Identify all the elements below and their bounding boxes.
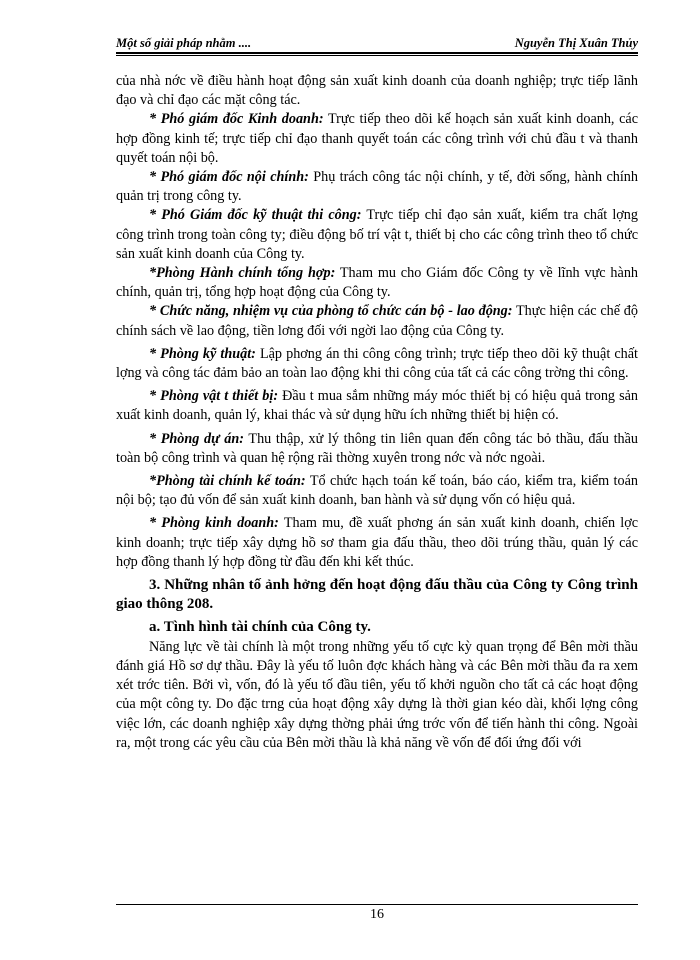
paragraph-business-dept <box>116 514 638 572</box>
item-text: Phụ trách công tác nội chính, y tế, đời sống, hành chính quản trị trong công ty. <box>116 169 638 205</box>
item-label: * Phó giám đốc nội chính: <box>149 169 309 186</box>
subsection-heading-a: a. Tình hình tài chính của Công ty. <box>149 619 371 636</box>
header-title: Một số giải pháp nhằm .... <box>116 36 252 50</box>
paragraph-deputy-technical <box>116 206 638 264</box>
item-text: Tham mu, đề xuất phơng án sản xuất kinh doanh, chiến lợc kinh doanh; trực tiếp xây dựng hồ sơ tham gia đấu thầu, theo dõi trúng thầu, quản lý các hợp đồng thanh lý hợp đồng từ đầu đến khi kết thúc. <box>116 515 638 570</box>
document-body <box>116 72 638 753</box>
item-label: * Phòng kinh doanh: <box>149 515 279 532</box>
item-text: Lập phơng án thi công công trình; trực tiếp theo dõi kỹ thuật chất lợng và công tác đảm bảo an toàn lao động khi thi công của tất cả các công trờng thi công. <box>116 345 638 382</box>
item-label: * Phòng vật t thiết bị: <box>149 388 279 405</box>
paragraph-personnel-dept <box>116 302 638 340</box>
paragraph-deputy-business <box>116 110 638 168</box>
item-label: * Phó giám đốc Kinh doanh: <box>149 111 324 128</box>
item-label: * Chức năng, nhiệm vụ của phòng tổ chức cán bộ - lao động: <box>149 303 513 320</box>
item-label: *Phòng Hành chính tổng hợp: <box>149 265 336 282</box>
item-text: Thu thập, xử lý thông tin liên quan đến công tác bỏ thầu, đấu thầu toàn bộ công trình và quan hệ rộng rãi thờng xuyên trong nớc và nớc ngoài. <box>116 430 638 466</box>
item-text: Thực hiện các chế độ chính sách về lao động, tiền lơng đối với ngời lao động của Công ty. <box>116 303 638 339</box>
paragraph-projects-dept <box>116 430 638 468</box>
item-text: Trực tiếp chỉ đạo sản xuất, kiểm tra chất lợng công trình trong toàn công ty; điều động bố trí vật t, thiết bị cho các công trình theo tổ chức sản xuất kinh doanh của Công ty. <box>116 207 638 262</box>
paragraph-equipment-dept <box>116 387 638 425</box>
footer-rule <box>116 904 638 905</box>
section-heading-3: 3. Những nhân tố ảnh hởng đến hoạt động đấu thầu của Công ty Công trình giao thông 208. <box>116 577 638 613</box>
paragraph-continuation: của nhà nớc về điều hành hoạt động sản xuất kinh doanh của doanh nghiệp; trực tiếp lãnh đạo và chỉ đạo các mặt công tác. <box>116 73 638 109</box>
item-text: Đầu t mua sắm những máy móc thiết bị có hiệu quả trong sản xuất kinh doanh, quản lý, khai thác và sử dụng hữu ích những thiết bị hiện có. <box>116 388 638 424</box>
item-label: *Phòng tài chính kế toán: <box>149 473 306 490</box>
paragraph-finance-dept <box>116 472 638 510</box>
page-header <box>116 30 638 52</box>
item-label: * Phòng dự án: <box>149 430 244 447</box>
item-text: Tổ chức hạch toán kế toán, báo cáo, kiểm tra, kiểm toán nội bộ; tạo đủ vốn để sản xuất kinh doanh, ban hành và sử dụng vốn có hiệu quả. <box>116 473 638 509</box>
page-number: 16 <box>370 907 384 922</box>
item-label: * Phòng kỹ thuật: <box>149 345 256 362</box>
header-rule-thin <box>116 55 638 56</box>
paragraph-financial-situation: Năng lực về tài chính là một trong những yếu tố cực kỳ quan trọng để Bên mời thầu đánh giá Hồ sơ dự thầu. Đây là yếu tố luôn đợc khách hàng và các Bên mời thầu đa ra xem xét trớc tiên. Bởi vì, vốn, đó là yếu tố đầu tiên, yếu tố khởi nguồn cho tất cả các hoạt động của một công ty. Do đặc trng của hoạt động xây dựng là thời gian kéo dài, khối lợng công việc lớn, các doanh nghiệp xây dựng thờng phải ứng trớc vốn để tiến hành thi công. Ngoài ra, một trong các yêu cầu của Bên mời thầu là khả năng về vốn để đối ứng đối với <box>116 638 638 751</box>
paragraph-admin-dept <box>116 264 638 302</box>
header-author: Nguyễn Thị Xuân Thủy <box>514 36 638 50</box>
item-label: * Phó Giám đốc kỹ thuật thi công: <box>149 207 362 224</box>
header-rule-thick <box>116 52 638 54</box>
item-text: Trực tiếp theo dõi kế hoạch sản xuất kinh doanh, các hợp đồng kinh tế; trực tiếp chỉ đạo thanh quyết toán các công trình với chủ đầu t và thanh quyết toán nội bộ. <box>116 111 639 166</box>
item-text: Tham mu cho Giám đốc Công ty về lĩnh vực hành chính, quản trị, tổng hợp hoạt động của Công ty. <box>116 265 639 301</box>
paragraph-deputy-internal <box>116 168 638 206</box>
paragraph-technical-dept <box>116 345 638 383</box>
